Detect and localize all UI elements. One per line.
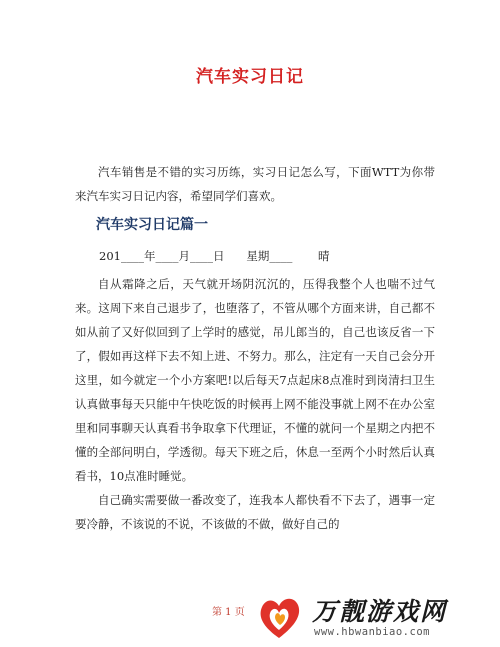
section-heading: 汽车实习日记篇一 — [96, 217, 208, 233]
intro-paragraph: 汽车销售是不错的实习历练，实习日记怎么写，下面WTT为你带来汽车实习日记内容，希望同学们喜欢。 — [75, 165, 435, 203]
flame-heart-logo-icon — [256, 592, 302, 640]
body-paragraph-1: 自从霜降之后，天气就开场阴沉沉的，压得我整个人也喘不过气来。这周下来自己退步了，也堕落了，不管从哪个方面来讲，自己都不如从前了又好似回到了上学时的感觉，吊儿郎当的，自己也该反省一下了，假如再这样下去不知上进、不努力。那么，注定有一天自己会分开这里，如今就定一个小方案吧!以后每天7点起床8点准时到岗清扫卫生认真做事每天只能中午快吃饭的时候再上网不能没事就上网不在办公室里和同事聊天认真看书争取拿下代理证，不懂的就问一个星期之内把不懂的全部问明白，学透彻。每天下班之后，休息一至两个小时然后认真看书，10点准时睡觉。 — [75, 277, 435, 483]
body-text — [75, 272, 435, 536]
watermark-brand: 万靓游戏网 — [312, 597, 448, 626]
date-line: 201____年____月____日 星期____ 晴 — [99, 249, 330, 263]
body-paragraph-2: 自己确实需要做一番改变了，连我本人都快看不下去了，遇事一定要冷静，不该说的不说，不该做的不做，做好自己的 — [75, 493, 435, 531]
watermark-url: www.hbwanbiao.com — [314, 626, 430, 638]
document-title: 汽车实习日记 — [196, 67, 304, 87]
site-watermark — [252, 588, 500, 647]
page-number: 第 1 页 — [212, 607, 245, 618]
